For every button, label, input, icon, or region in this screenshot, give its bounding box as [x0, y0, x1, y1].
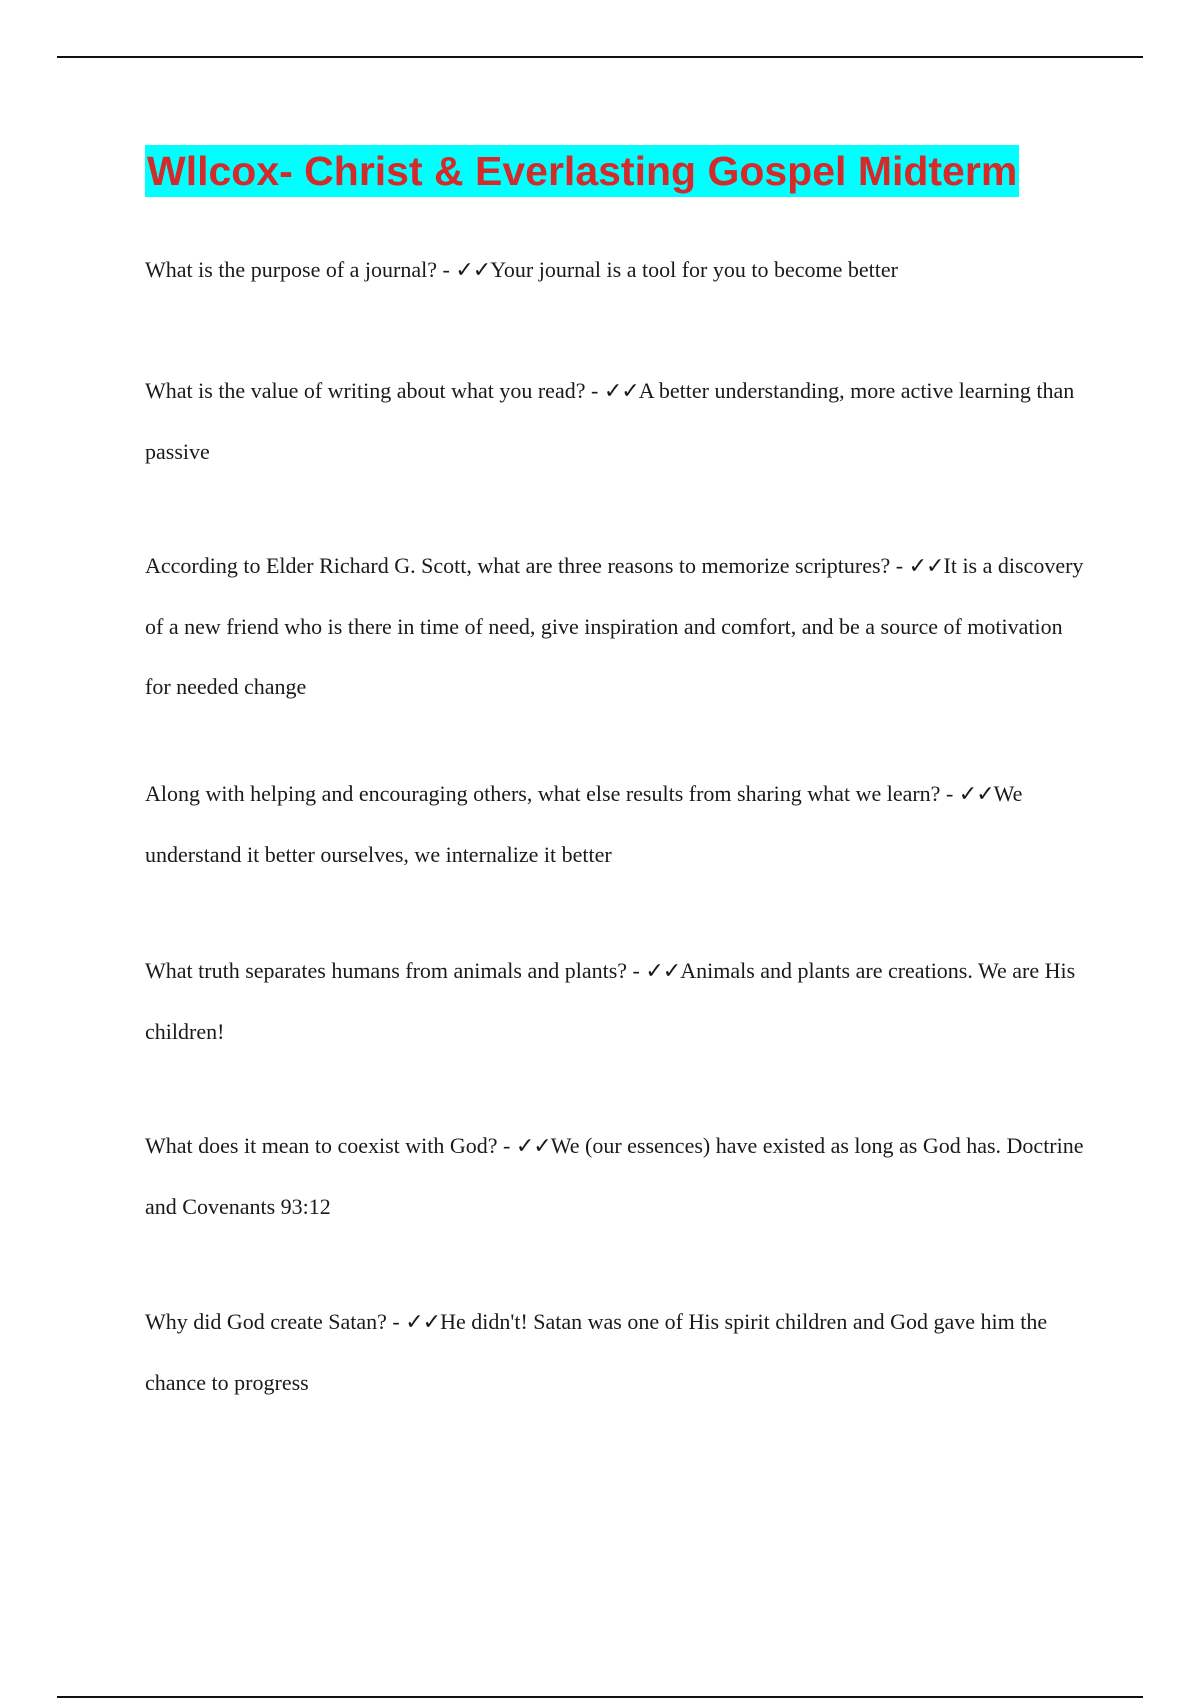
question-text: Why did God create Satan? -: [145, 1309, 406, 1334]
double-check-icon: ✓✓: [645, 959, 681, 984]
answer-text: Animals and plants are creations. We are His children!: [145, 958, 1076, 1044]
answer-text: He didn't! Satan was one of His spirit children and God gave him the chance to progress: [145, 1309, 1048, 1395]
question-text: What truth separates humans from animals and plants? -: [145, 958, 646, 983]
qa-item: [145, 1292, 1085, 1413]
question-text: Along with helping and encouraging others, what else results from sharing what we learn? -: [145, 781, 959, 806]
double-check-icon: ✓✓: [908, 554, 944, 579]
qa-item: [145, 240, 1085, 301]
double-check-icon: ✓✓: [455, 258, 491, 283]
qa-item: [145, 764, 1085, 885]
qa-item: [145, 536, 1085, 717]
double-check-icon: ✓✓: [958, 782, 994, 807]
answer-text: A better understanding, more active learning than passive: [145, 378, 1075, 464]
answer-text: Your journal is a tool for you to become better: [490, 257, 898, 282]
title-block: [145, 145, 1019, 197]
top-rule: [57, 56, 1143, 58]
answer-text: We understand it better ourselves, we internalize it better: [145, 781, 1023, 867]
bottom-rule: [57, 1696, 1143, 1698]
qa-item: [145, 1116, 1085, 1237]
double-check-icon: ✓✓: [603, 379, 639, 404]
document-title: Wllcox- Christ & Everlasting Gospel Midterm: [145, 145, 1019, 197]
qa-item: [145, 361, 1085, 482]
question-text: What is the value of writing about what you read? -: [145, 378, 604, 403]
question-text: According to Elder Richard G. Scott, what are three reasons to memorize scriptures? -: [145, 553, 909, 578]
answer-text: It is a discovery of a new friend who is there in time of need, give inspiration and comfort, and be a source of motivation for needed change: [145, 553, 1084, 699]
qa-item: [145, 941, 1085, 1062]
answer-text: We (our essences) have existed as long as God has. Doctrine and Covenants 93:12: [145, 1133, 1084, 1219]
question-text: What does it mean to coexist with God? -: [145, 1133, 516, 1158]
question-text: What is the purpose of a journal? -: [145, 257, 456, 282]
double-check-icon: ✓✓: [405, 1310, 441, 1335]
double-check-icon: ✓✓: [515, 1134, 551, 1159]
